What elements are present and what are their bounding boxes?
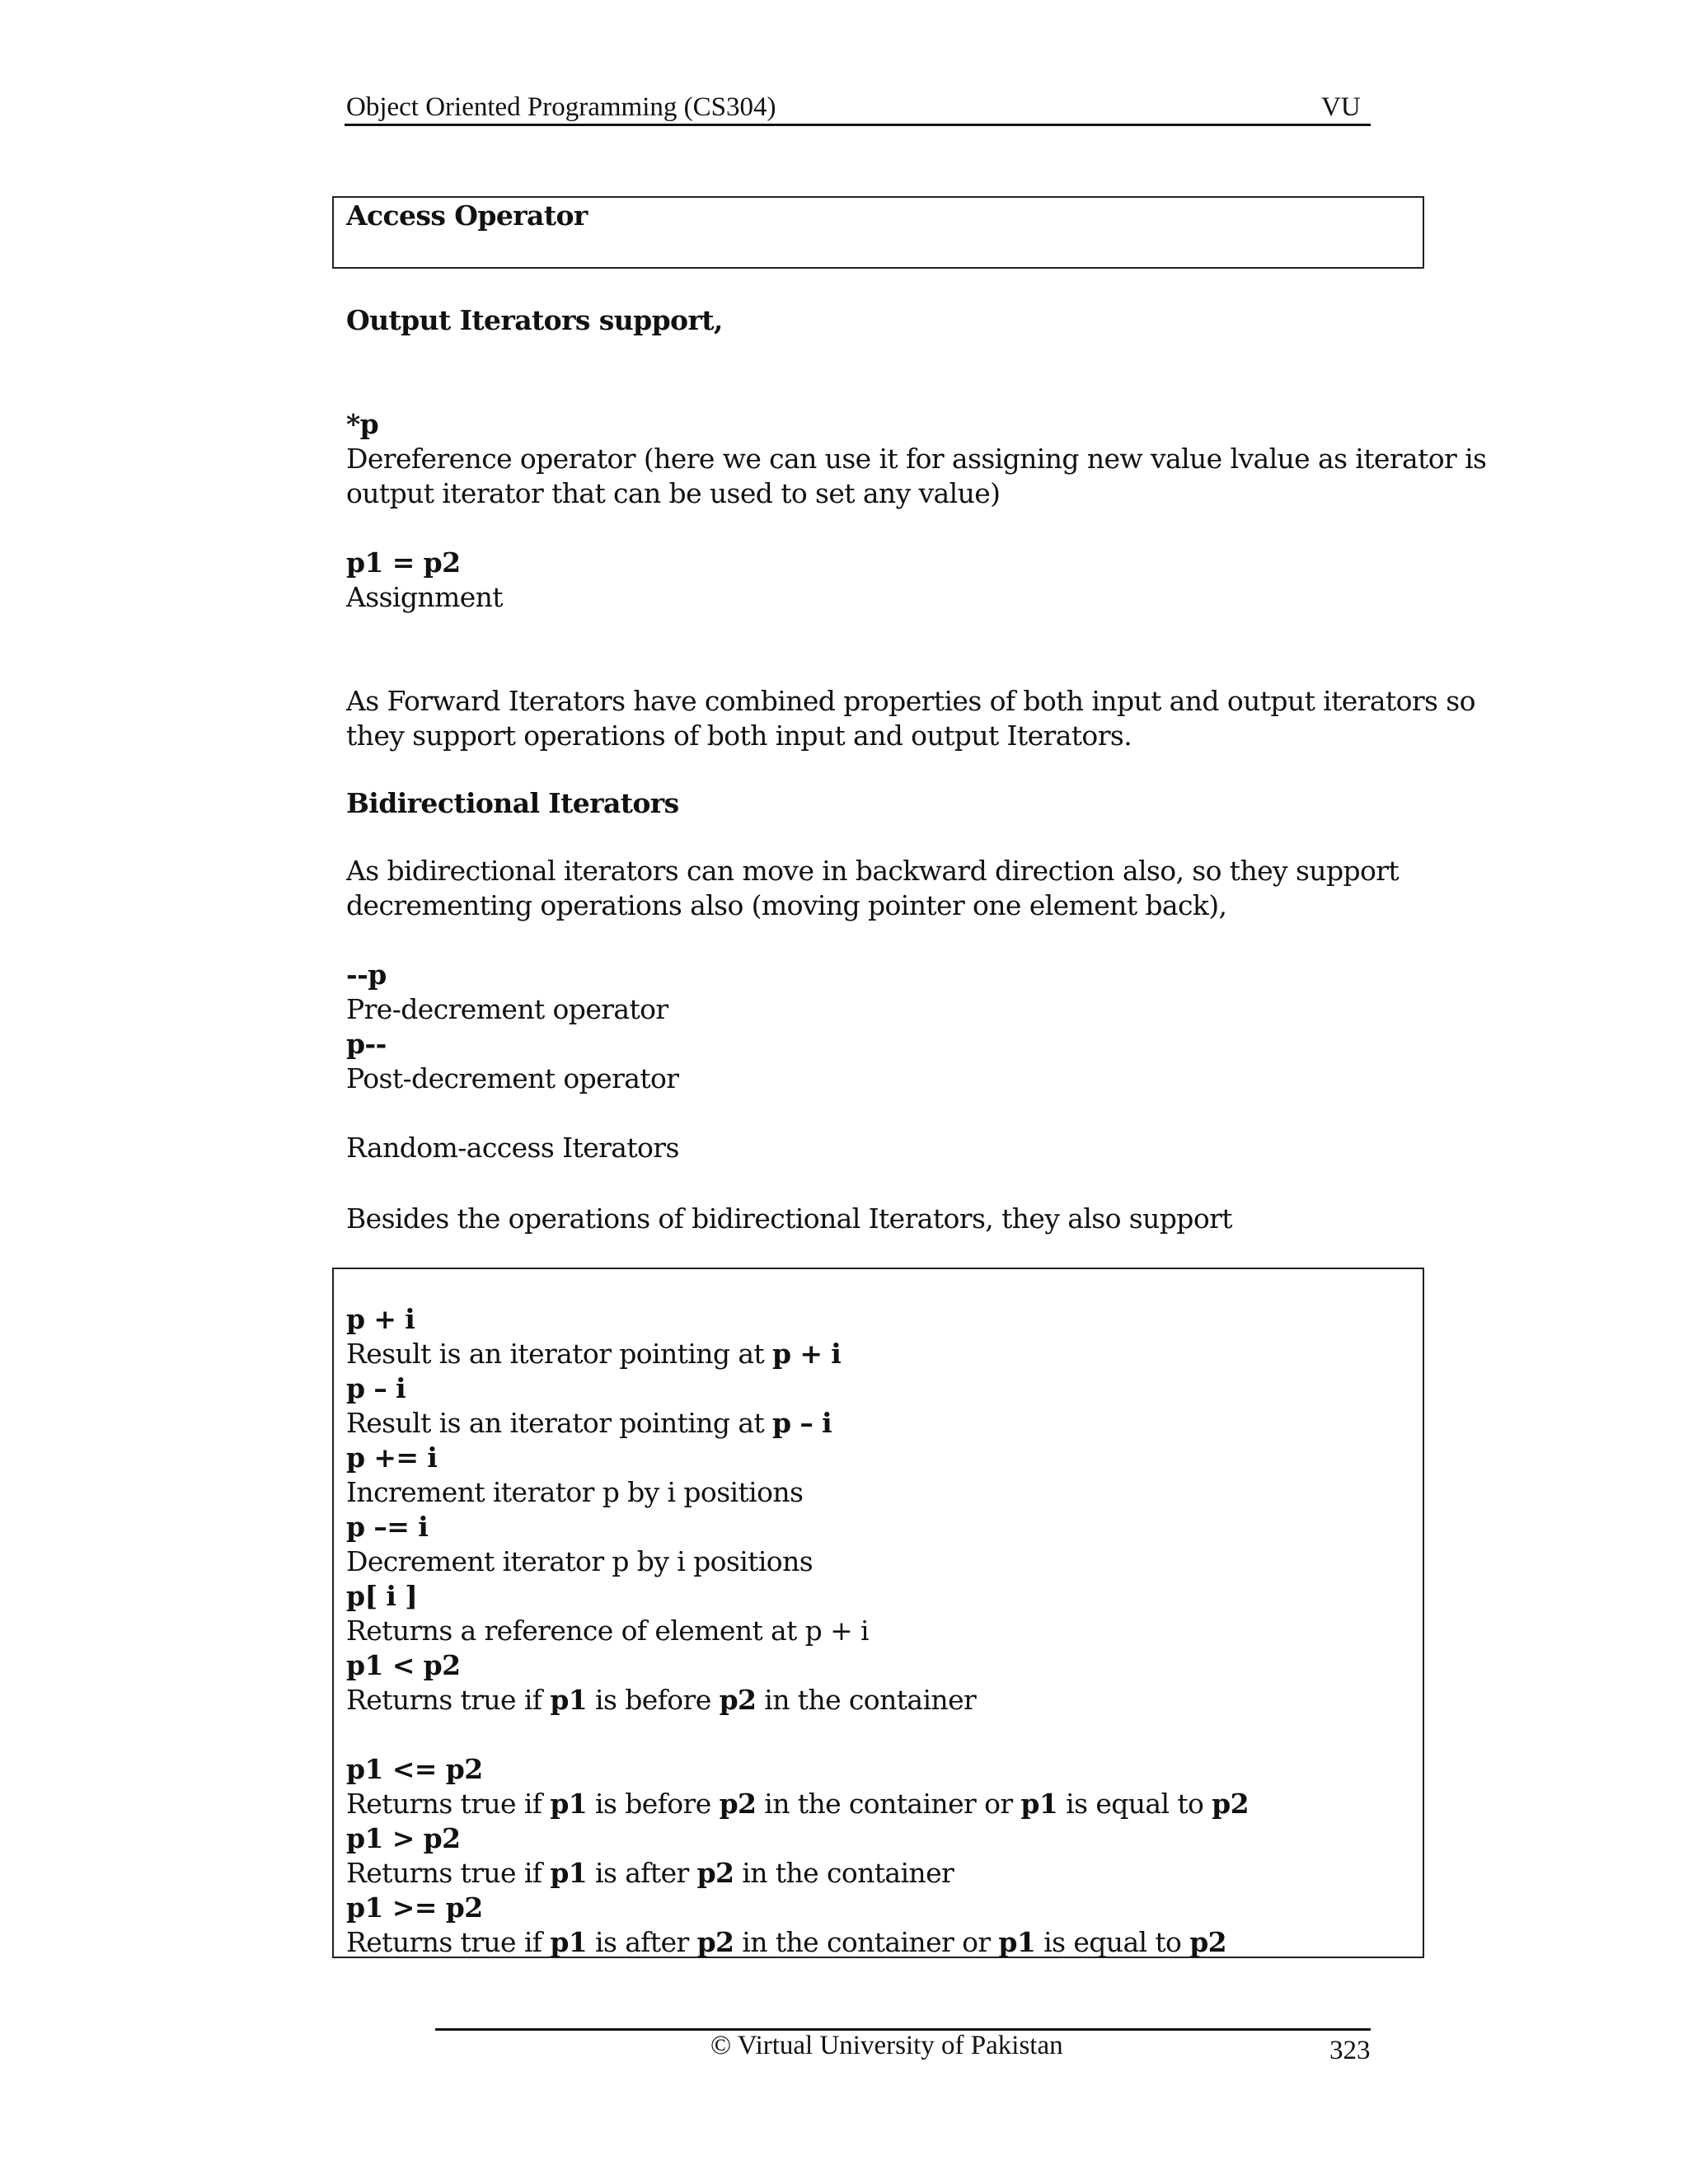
desc-text: in the container or: [756, 1788, 1021, 1820]
op-subscript: p[ i ]: [346, 1580, 418, 1612]
header-right: VU: [1321, 92, 1361, 122]
bidirectional-line1: As bidirectional iterators can move in backward direction also, so they support: [346, 855, 1400, 887]
desc-text: in the container: [756, 1684, 977, 1716]
desc-text: Returns true if: [346, 1788, 551, 1820]
bidirectional-heading: Bidirectional Iterators: [346, 787, 679, 819]
page-number: 323: [1329, 2036, 1371, 2065]
desc-text: is before: [587, 1684, 720, 1716]
footer-copyright: © Virtual University of Pakistan: [710, 2031, 1063, 2060]
desc-text: in the container: [734, 1857, 954, 1889]
desc-text: is after: [587, 1926, 697, 1958]
op-plus-assign: p += i: [346, 1441, 438, 1474]
op-minus: p – i: [346, 1372, 406, 1404]
desc-bold: p1: [550, 1788, 588, 1820]
access-operator-title: Access Operator: [346, 199, 588, 232]
desc-bold: p2: [1189, 1926, 1227, 1958]
pre-decrement-desc: Pre-decrement operator: [346, 993, 668, 1025]
forward-para-line2: they support operations of both input and output Iterators.: [346, 719, 1132, 752]
desc-text: is after: [587, 1857, 697, 1889]
op-post-decrement: p--: [346, 1028, 387, 1060]
op-assignment: p1 = p2: [346, 546, 461, 579]
desc-text: is before: [587, 1788, 720, 1820]
desc-bold: p1: [998, 1926, 1036, 1958]
desc-text: Returns true if: [346, 1926, 551, 1958]
op-plus-desc: [346, 1337, 841, 1371]
op-minus-desc: [346, 1406, 832, 1441]
op-dereference: *p: [346, 408, 379, 440]
desc-text: is equal to: [1035, 1926, 1190, 1958]
dereference-desc-line2: output iterator that can be used to set any value): [346, 477, 1001, 509]
op-plus-assign-desc: Increment iterator p by i positions: [346, 1476, 804, 1508]
op-pre-decrement: --p: [346, 958, 387, 991]
post-decrement-desc: Post-decrement operator: [346, 1062, 679, 1094]
op-subscript-desc: Returns a reference of element at p + i: [346, 1615, 869, 1647]
op-less-than-desc: [346, 1683, 976, 1718]
desc-text: is equal to: [1057, 1788, 1212, 1820]
bidirectional-line2: decrementing operations also (moving pointer one element back),: [346, 889, 1227, 921]
header-rule: [345, 124, 1371, 126]
op-greater-than-desc: [346, 1856, 954, 1891]
op-minus-assign-desc: Decrement iterator p by i positions: [346, 1545, 814, 1577]
random-access-heading: Random-access Iterators: [346, 1132, 679, 1164]
op-greater-equal: p1 >= p2: [346, 1891, 483, 1924]
desc-bold: p1: [1020, 1788, 1058, 1820]
desc-text: Returns true if: [346, 1684, 551, 1716]
desc-bold: p2: [696, 1926, 734, 1958]
output-iterators-heading: Output Iterators support,: [346, 304, 723, 336]
desc-bold: p1: [550, 1857, 588, 1889]
desc-bold: p1: [550, 1684, 588, 1716]
op-less-equal-desc: [346, 1787, 1249, 1821]
op-less-than: p1 < p2: [346, 1649, 461, 1681]
random-access-intro: Besides the operations of bidirectional Iterators, they also support: [346, 1202, 1232, 1235]
desc-bold: p – i: [771, 1407, 832, 1439]
desc-bold: p2: [696, 1857, 734, 1889]
dereference-desc-line1: Dereference operator (here we can use it for assigning new value lvalue as iterator is: [346, 443, 1487, 475]
forward-para-line1: As Forward Iterators have combined properties of both input and output iterators so: [346, 685, 1475, 717]
desc-bold: p + i: [771, 1338, 842, 1370]
desc-bold: p1: [550, 1926, 588, 1958]
header-title: Object Oriented Programming (CS304): [346, 92, 776, 122]
desc-bold: p2: [1212, 1788, 1250, 1820]
op-plus: p + i: [346, 1303, 415, 1335]
op-greater-equal-desc: [346, 1925, 1226, 1960]
desc-text: Result is an iterator pointing at: [346, 1407, 772, 1439]
desc-text: in the container or: [734, 1926, 999, 1958]
desc-text: Returns true if: [346, 1857, 551, 1889]
desc-bold: p2: [719, 1788, 757, 1820]
op-greater-than: p1 > p2: [346, 1822, 461, 1854]
op-minus-assign: p –= i: [346, 1511, 429, 1543]
desc-bold: p2: [719, 1684, 757, 1716]
op-less-equal: p1 <= p2: [346, 1753, 483, 1785]
assignment-desc: Assignment: [346, 581, 503, 613]
desc-text: Result is an iterator pointing at: [346, 1338, 772, 1370]
